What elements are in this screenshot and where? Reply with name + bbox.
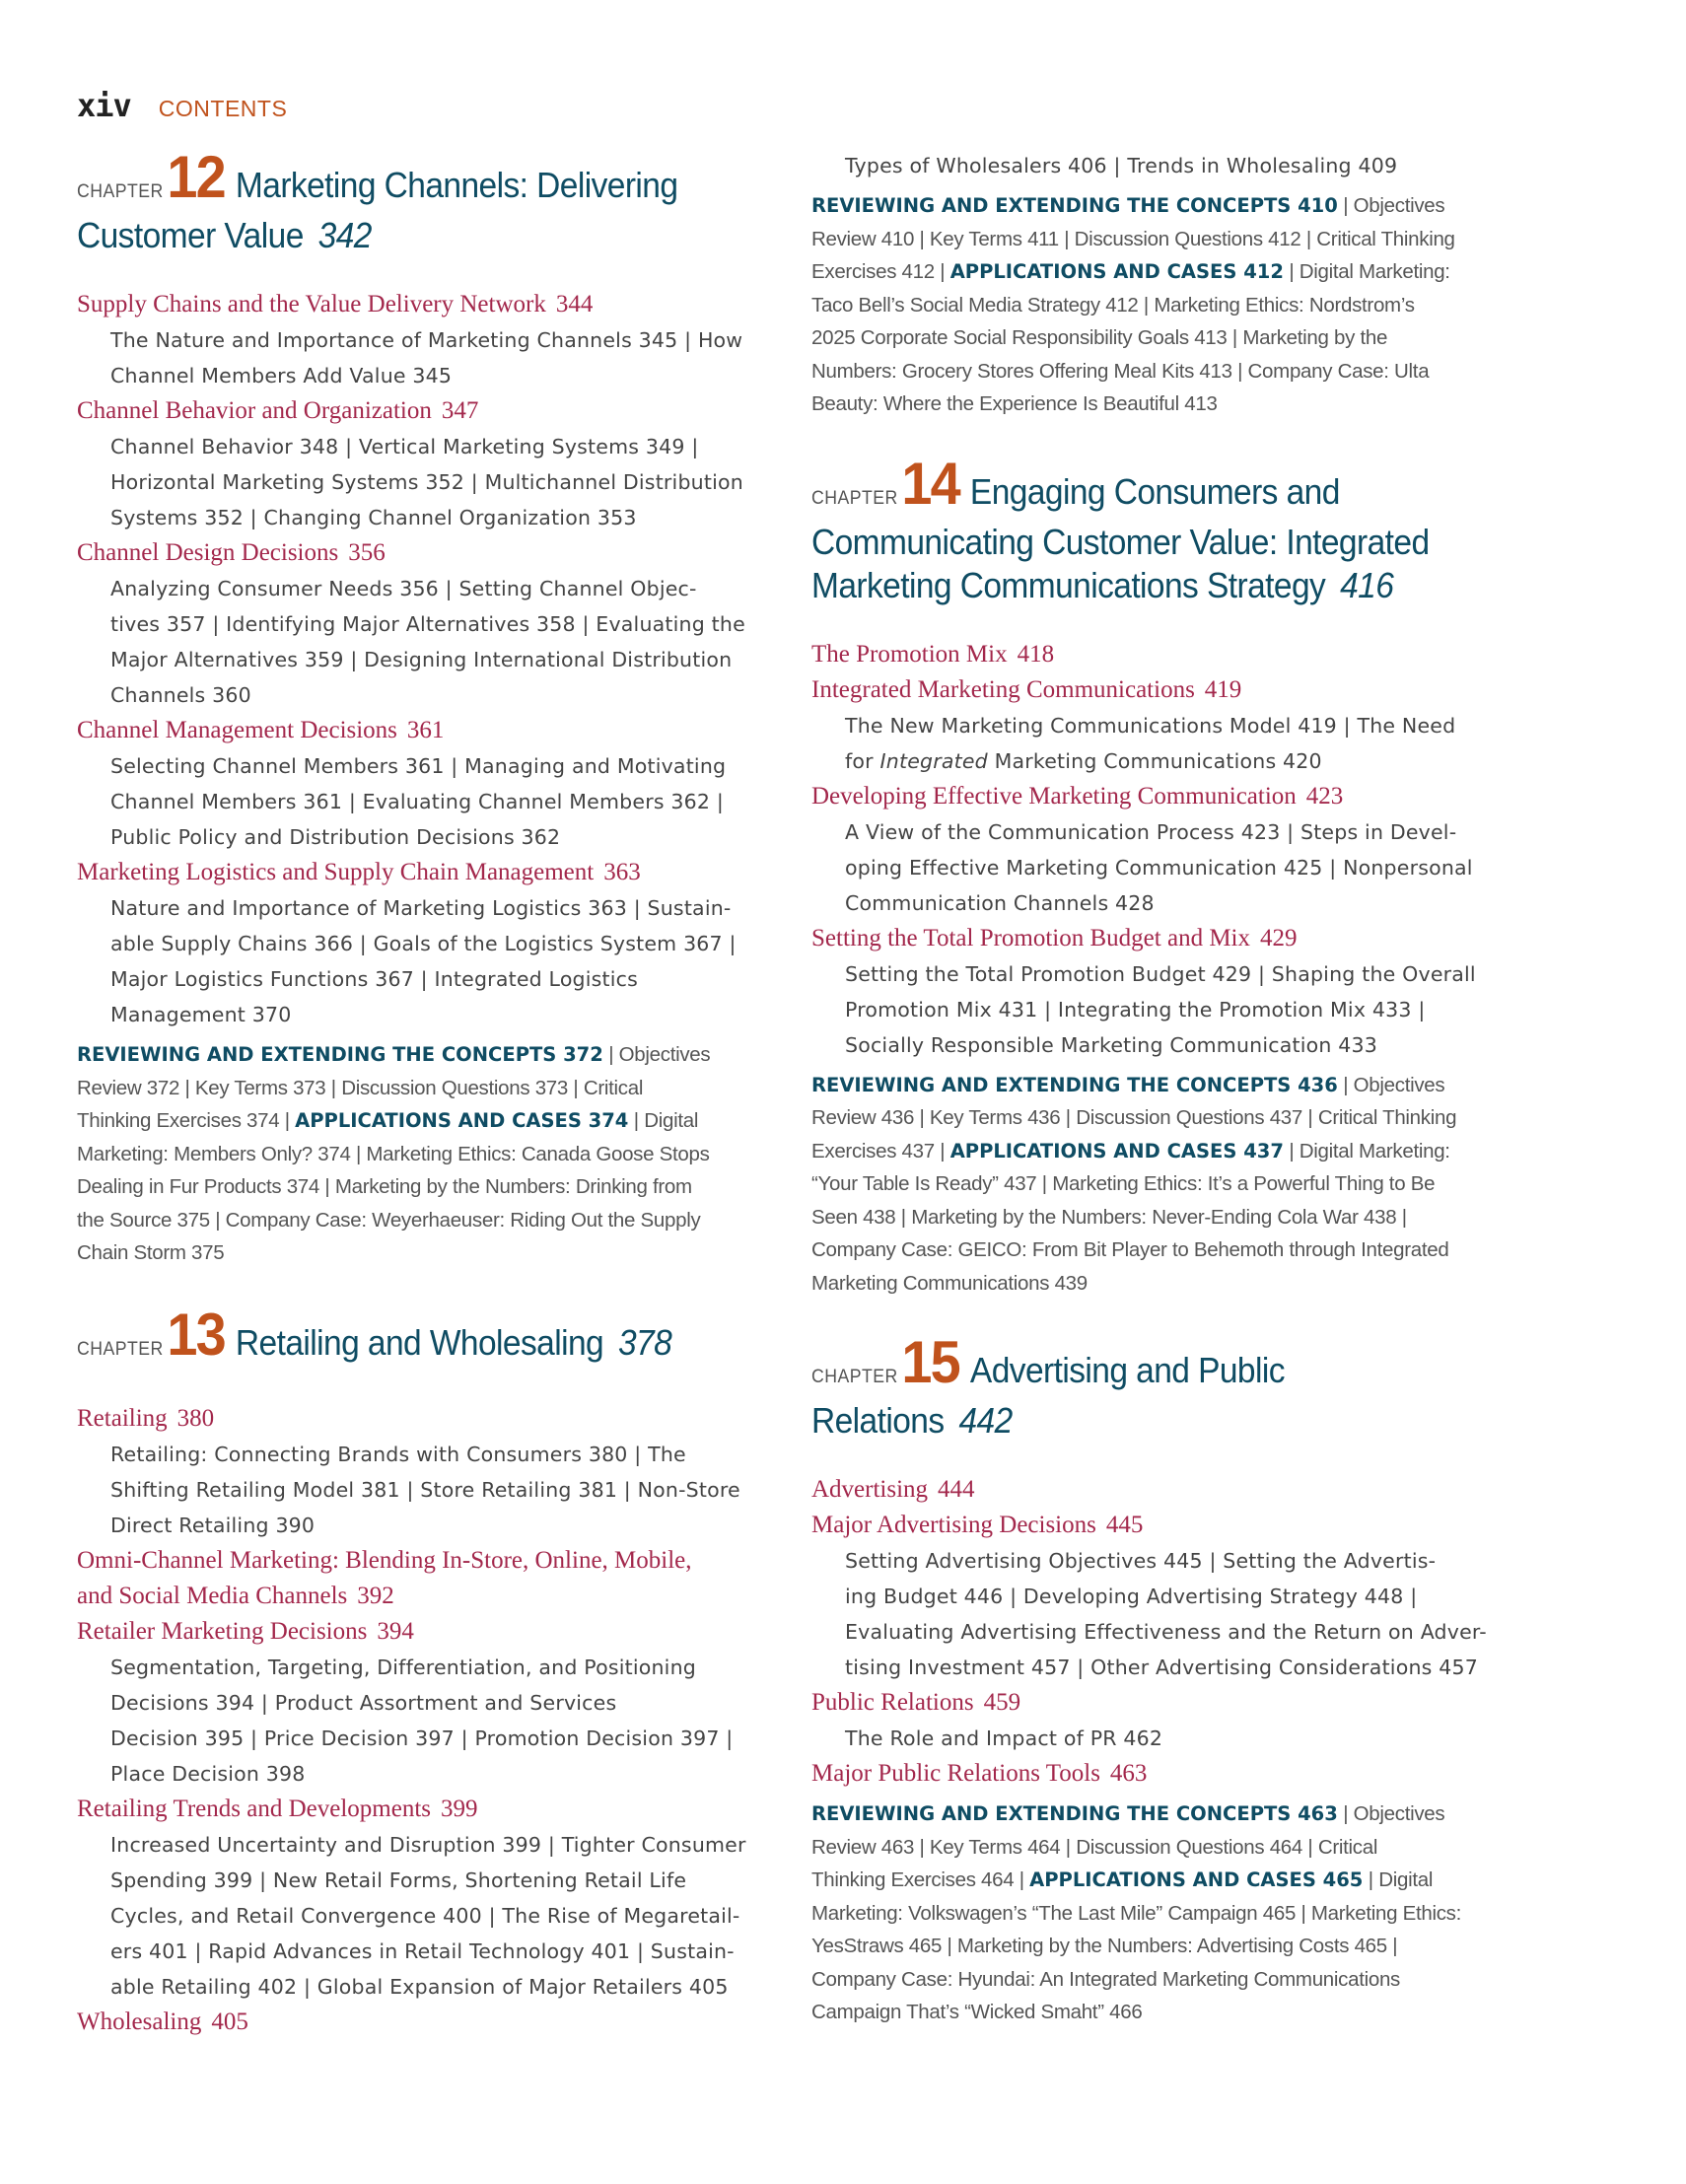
review-line [77, 1038, 757, 1072]
topic-title: Public Relations [811, 1689, 974, 1716]
chapter-title: Marketing Communications Strategy [811, 564, 1326, 605]
review-section [811, 189, 1502, 421]
toc-subtopics [811, 956, 1502, 1063]
chapter-title: Marketing Channels: Delivering [235, 165, 678, 205]
chapter-number: 13 [167, 1301, 225, 1368]
topic-title-line: Omni-Channel Marketing: Blending In-Store, Online, Mobile, [77, 1546, 692, 1574]
chapter-page-number: 378 [617, 1321, 672, 1363]
review-text: Review 463 | Key Terms 464 | Discussion Questions 464 | Critical [811, 1835, 1378, 1859]
review-line [811, 1135, 1502, 1168]
toc-subtopics [77, 748, 757, 855]
toc-subtopics [811, 1543, 1502, 1685]
chapter-heading [77, 1301, 755, 1372]
topic-title: Channel Management Decisions [77, 717, 397, 743]
topic-page-number: 429 [1260, 924, 1298, 951]
review-line [811, 355, 1502, 388]
topic-title: Channel Behavior and Organization [77, 397, 432, 424]
chapter-label: CHAPTER [811, 1367, 898, 1387]
subtopic-line: Setting Advertising Objectives 445 | Setting the Advertis- [845, 1549, 1437, 1573]
review-text: Beauty: Where the Experience Is Beautiful 413 [811, 392, 1218, 415]
topic-page-number: 363 [603, 859, 641, 885]
review-heading: APPLICATIONS AND CASES 465 [1029, 1868, 1364, 1891]
review-text: Company Case: Hyundai: An Integrated Marketing Communications [811, 1967, 1401, 1991]
topic-title: Retailer Marketing Decisions [77, 1617, 368, 1645]
toc-topic [77, 535, 757, 571]
toc-subtopics [811, 708, 1502, 779]
chapter-number: 15 [901, 1329, 959, 1395]
topic-page-number: 444 [938, 1476, 975, 1503]
toc-topic [77, 1579, 757, 1614]
topic-page-number: 399 [441, 1795, 478, 1822]
review-text: Exercises 412 | [811, 260, 950, 283]
topic-page-number: 423 [1305, 782, 1344, 810]
topic-title: Retailing [77, 1404, 168, 1432]
toc-subtopics [77, 890, 757, 1032]
topic-page-number: 418 [1017, 640, 1055, 668]
toc-subtopics [77, 322, 757, 393]
toc-topic [811, 779, 1502, 814]
toc-topic [77, 1792, 757, 1827]
chapter-title: Relations [811, 1400, 945, 1441]
review-section [811, 1797, 1502, 2029]
review-text: | Digital [628, 1109, 699, 1132]
chapter-page-number: 442 [958, 1400, 1013, 1441]
review-line [811, 255, 1502, 289]
review-line [811, 1864, 1502, 1897]
subtopic-line: Channel Members 361 | Evaluating Channel Members 362 | [110, 790, 724, 813]
topic-page-number: 394 [377, 1617, 414, 1645]
subtopic-line: Segmentation, Targeting, Differentiation, and Positioning [110, 1655, 696, 1679]
subtopic-line [845, 708, 1502, 743]
subtopic-line: Shifting Retailing Model 381 | Store Retailing 381 | Non-Store [110, 1477, 740, 1502]
toc-topic [77, 287, 757, 322]
topic-title: Marketing Logistics and Supply Chain Management [77, 859, 595, 885]
review-line [811, 1233, 1502, 1267]
subtopic-text: Marketing Communications 420 [987, 748, 1322, 773]
chapter-block [77, 1301, 757, 2040]
subtopic-line: Types of Wholesalers 406 | Trends in Wholesaling 409 [845, 154, 1398, 177]
review-line [811, 1831, 1502, 1865]
review-text: Thinking Exercises 374 | [77, 1109, 296, 1132]
toc-topic [77, 713, 757, 748]
toc-topic [811, 672, 1502, 708]
chapter-title: Retailing and Wholesaling [235, 1321, 604, 1363]
chapter-title: Engaging Consumers and [969, 470, 1340, 512]
chapter-title-line [811, 1399, 1490, 1443]
subtopic-line: Communication Channels 428 [845, 890, 1155, 915]
review-line [77, 1104, 757, 1138]
topic-title: Retailing Trends and Developments [77, 1795, 431, 1822]
subtopic-line: Spending 399 | New Retail Forms, Shortening Retail Life [110, 1867, 687, 1892]
review-text: | Objectives [1337, 1073, 1445, 1096]
subtopic-line: Direct Retailing 390 [110, 1513, 316, 1537]
subtopic-line: A View of the Communication Process 423 | Steps in Devel- [845, 819, 1457, 844]
subtopic-line: Systems 352 | Changing Channel Organization 353 [110, 506, 637, 529]
chapter-title-line [811, 1329, 1490, 1399]
chapter-title-line [811, 450, 1490, 521]
subtopic-line: Major Logistics Functions 367 | Integrated Logistics [110, 967, 639, 991]
toc-subtopics [77, 1650, 757, 1792]
topic-title: Major Public Relations Tools [811, 1760, 1100, 1787]
toc-topic [77, 1401, 757, 1437]
toc-topic [811, 637, 1502, 672]
review-line [811, 1963, 1502, 1997]
review-text: Review 436 | Key Terms 436 | Discussion Questions 437 | Critical Thinking [811, 1106, 1457, 1129]
topic-page-number: 392 [357, 1582, 394, 1609]
review-text: Campaign That’s “Wicked Smaht” 466 [811, 2001, 1143, 2023]
subtopic-line: Socially Responsible Marketing Communication 433 [845, 1032, 1378, 1057]
review-text: | Objectives [602, 1043, 711, 1066]
review-line [77, 1138, 757, 1171]
topic-title: Setting the Total Promotion Budget and Mix [811, 924, 1250, 951]
subtopic-line: ers 401 | Rapid Advances in Retail Technology 401 | Sustain- [110, 1938, 735, 1963]
review-text: 2025 Corporate Social Responsibility Goals 413 | Marketing by the [811, 326, 1388, 349]
review-line [811, 1897, 1502, 1931]
review-line [811, 1797, 1502, 1831]
review-text: Exercises 437 | [811, 1139, 950, 1162]
toc-topic [811, 921, 1502, 956]
subtopic-line: able Retailing 402 | Global Expansion of Major Retailers 405 [110, 1974, 729, 1999]
topic-page-number: 361 [406, 717, 445, 743]
topic-title: The Promotion Mix [811, 640, 1008, 668]
toc-topic [77, 855, 757, 890]
review-text: YesStraws 465 | Marketing by the Numbers: Advertising Costs 465 | [811, 1935, 1398, 1957]
review-text: Review 372 | Key Terms 373 | Discussion Questions 373 | Critical [77, 1076, 644, 1099]
subtopic-line: Management 370 [110, 1003, 292, 1026]
left-column [77, 144, 757, 2040]
toc-subtopics [77, 429, 757, 535]
review-text: Company Case: GEICO: From Bit Player to Behemoth through Integrated [811, 1238, 1449, 1261]
chapter-label: CHAPTER [811, 487, 898, 509]
review-text: Marketing: Volkswagen’s “The Last Mile” Campaign 465 | Marketing Ethics: [811, 1901, 1462, 1925]
review-text: | Objectives [1337, 1802, 1445, 1825]
subtopic-line: tives 357 | Identifying Major Alternatives 358 | Evaluating the [110, 612, 745, 636]
review-heading: REVIEWING AND EXTENDING THE CONCEPTS 436 [811, 1073, 1338, 1096]
subtopic-line: Channel Members Add Value 345 [110, 364, 453, 387]
chapter-heading [811, 450, 1490, 607]
toc-topic [77, 393, 757, 429]
topic-page-number: 405 [211, 2008, 248, 2035]
subtopic-line: Promotion Mix 431 | Integrating the Promotion Mix 433 | [845, 997, 1426, 1022]
review-heading: REVIEWING AND EXTENDING THE CONCEPTS 410 [811, 194, 1338, 217]
topic-page-number: 459 [983, 1689, 1021, 1716]
review-text: | Digital Marketing: [1283, 260, 1450, 283]
chapter-title-line [77, 144, 755, 214]
toc-topic [811, 1756, 1502, 1792]
review-text: Thinking Exercises 464 | [811, 1868, 1030, 1891]
section-title: CONTENTS [158, 96, 288, 121]
subtopic-line: Retailing: Connecting Brands with Consumers 380 | The [110, 1442, 686, 1466]
review-section [77, 1038, 757, 1270]
topic-title: Integrated Marketing Communications [811, 675, 1195, 703]
review-line [811, 1201, 1502, 1234]
subtopic-text: The New Marketing Communications Model 419 | The Need [845, 713, 1456, 738]
chapter-title: Customer Value [77, 215, 304, 255]
topic-title: Advertising [811, 1476, 929, 1503]
subtopic-line: Selecting Channel Members 361 | Managing and Motivating [110, 754, 727, 778]
subtopic-line: Evaluating Advertising Effectiveness and the Return on Adver- [845, 1620, 1487, 1644]
subtopic-line: Place Decision 398 [110, 1761, 306, 1786]
review-heading: APPLICATIONS AND CASES 412 [949, 260, 1284, 283]
review-line [811, 1167, 1502, 1201]
subtopic-line: Channel Behavior 348 | Vertical Marketing Systems 349 | [110, 435, 699, 458]
chapter-label: CHAPTER [77, 181, 164, 202]
chapter-title-line [811, 564, 1490, 607]
toc-topic [811, 1685, 1502, 1721]
subtopic-line: Channels 360 [110, 683, 251, 707]
chapter-heading [811, 1329, 1490, 1443]
subtopic-line: Setting the Total Promotion Budget 429 | Shaping the Overall [845, 961, 1476, 986]
review-heading: APPLICATIONS AND CASES 437 [949, 1139, 1284, 1162]
review-line [811, 189, 1502, 223]
subtopic-line: oping Effective Marketing Communication 425 | Nonpersonal [845, 855, 1473, 880]
review-heading: REVIEWING AND EXTENDING THE CONCEPTS 372 [77, 1043, 603, 1066]
subtopic-line: tising Investment 457 | Other Advertising Considerations 457 [845, 1656, 1478, 1679]
topic-page-number: 419 [1204, 675, 1242, 703]
review-text: Chain Storm 375 [77, 1241, 225, 1264]
chapter-title: Advertising and Public [969, 1350, 1285, 1390]
subtopic-line: able Supply Chains 366 | Goals of the Logistics System 367 | [110, 932, 737, 955]
toc-topic [811, 1508, 1502, 1543]
chapter-title: Communicating Customer Value: Integrated [811, 521, 1430, 562]
review-line [811, 1996, 1502, 2029]
chapter-block [811, 450, 1502, 1301]
review-line [77, 1204, 757, 1237]
chapter-number: 12 [167, 144, 225, 210]
topic-title: Developing Effective Marketing Communication [811, 782, 1297, 810]
chapter-block [811, 1329, 1502, 2029]
subtopic-line: ing Budget 446 | Developing Advertising Strategy 448 | [845, 1585, 1418, 1608]
review-line [811, 1069, 1502, 1102]
topic-page-number: 445 [1105, 1512, 1144, 1538]
topic-title: Wholesaling [77, 2008, 202, 2035]
right-column [811, 148, 1502, 2029]
subtopic-line [845, 743, 1502, 779]
toc-subtopics [77, 1827, 757, 2005]
chapter-title-line [77, 1301, 755, 1372]
topic-title: Supply Chains and the Value Delivery Network [77, 291, 546, 317]
subtopic-line: Decisions 394 | Product Assortment and Services [110, 1690, 617, 1715]
toc-subtopics [811, 148, 1502, 183]
subtopic-line: Decision 395 | Price Decision 397 | Promotion Decision 397 | [110, 1726, 734, 1750]
review-line [811, 321, 1502, 355]
review-text: the Source 375 | Company Case: Weyerhaeuser: Riding Out the Supply [77, 1208, 701, 1232]
toc-subtopics [811, 1721, 1502, 1756]
subtopic-line: Increased Uncertainty and Disruption 399 | Tighter Consumer [110, 1832, 746, 1857]
review-text: | Objectives [1337, 194, 1445, 217]
subtopic-line: The Role and Impact of PR 462 [845, 1726, 1163, 1750]
subtopic-line: Cycles, and Retail Convergence 400 | The Rise of Megaretail- [110, 1903, 740, 1928]
review-text: Numbers: Grocery Stores Offering Meal Kits 413 | Company Case: Ulta [811, 359, 1430, 383]
review-line [811, 1930, 1502, 1963]
review-line [811, 1101, 1502, 1135]
topic-page-number: 463 [1109, 1760, 1148, 1787]
review-text: Review 410 | Key Terms 411 | Discussion Questions 412 | Critical Thinking [811, 227, 1455, 250]
subtopic-line: The Nature and Importance of Marketing Channels 345 | How [110, 328, 743, 352]
review-text: Taco Bell’s Social Media Strategy 412 | Marketing Ethics: Nordstrom’s [811, 293, 1415, 317]
review-line [811, 289, 1502, 322]
subtopic-line: Analyzing Consumer Needs 356 | Setting Channel Objec- [110, 577, 697, 600]
chapter-number: 14 [901, 450, 959, 517]
review-text: “Your Table Is Ready” 437 | Marketing Ethics: It’s a Powerful Thing to Be [811, 1172, 1436, 1195]
review-text: Marketing: Members Only? 374 | Marketing Ethics: Canada Goose Stops [77, 1142, 710, 1165]
toc-subtopics [77, 571, 757, 713]
review-text: Seen 438 | Marketing by the Numbers: Never-Ending Cola War 438 | [811, 1205, 1407, 1229]
topic-title: Major Advertising Decisions [811, 1512, 1096, 1538]
review-text: Marketing Communications 439 [811, 1271, 1088, 1295]
review-line [77, 1072, 757, 1105]
page-number: xiv [77, 87, 131, 124]
toc-topic [811, 1472, 1502, 1508]
chapter-heading [77, 144, 755, 257]
chapter-title-line [811, 521, 1490, 564]
chapter-label: CHAPTER [77, 1338, 164, 1360]
review-line [77, 1170, 757, 1204]
subtopic-line: Major Alternatives 359 | Designing International Distribution [110, 648, 733, 671]
topic-title-line: and Social Media Channels [77, 1582, 348, 1609]
subtopic-line: Horizontal Marketing Systems 352 | Multichannel Distribution [110, 470, 743, 494]
subtopic-line: Nature and Importance of Marketing Logistics 363 | Sustain- [110, 896, 732, 920]
chapter-block [77, 144, 757, 1270]
chapter-page-number: 416 [1340, 564, 1394, 605]
topic-page-number: 380 [176, 1404, 215, 1432]
chapter-page-number: 342 [317, 215, 372, 255]
subtopic-text: for [845, 748, 880, 773]
topic-page-number: 344 [555, 291, 594, 317]
topic-page-number: 356 [348, 539, 386, 566]
topic-title: Channel Design Decisions [77, 539, 339, 566]
review-line [77, 1236, 757, 1270]
subtopic-line: Public Policy and Distribution Decisions 362 [110, 825, 561, 849]
review-heading: APPLICATIONS AND CASES 374 [295, 1109, 629, 1132]
review-line [811, 223, 1502, 256]
toc-subtopics [77, 1437, 757, 1543]
topic-page-number: 347 [441, 397, 479, 424]
toc-subtopics [811, 814, 1502, 921]
toc-topic [77, 1614, 757, 1650]
review-line [811, 1267, 1502, 1301]
review-line [811, 387, 1502, 421]
review-text: | Digital [1363, 1868, 1434, 1891]
chapter-title-line [77, 214, 755, 257]
review-text: Dealing in Fur Products 374 | Marketing by the Numbers: Drinking from [77, 1175, 692, 1198]
review-section [811, 1069, 1502, 1301]
review-text: | Digital Marketing: [1283, 1139, 1450, 1162]
toc-topic [77, 2005, 757, 2040]
review-heading: REVIEWING AND EXTENDING THE CONCEPTS 463 [811, 1802, 1338, 1825]
toc-topic [77, 1543, 757, 1579]
running-header [77, 87, 287, 124]
emphasis-text: Integrated [879, 748, 988, 773]
